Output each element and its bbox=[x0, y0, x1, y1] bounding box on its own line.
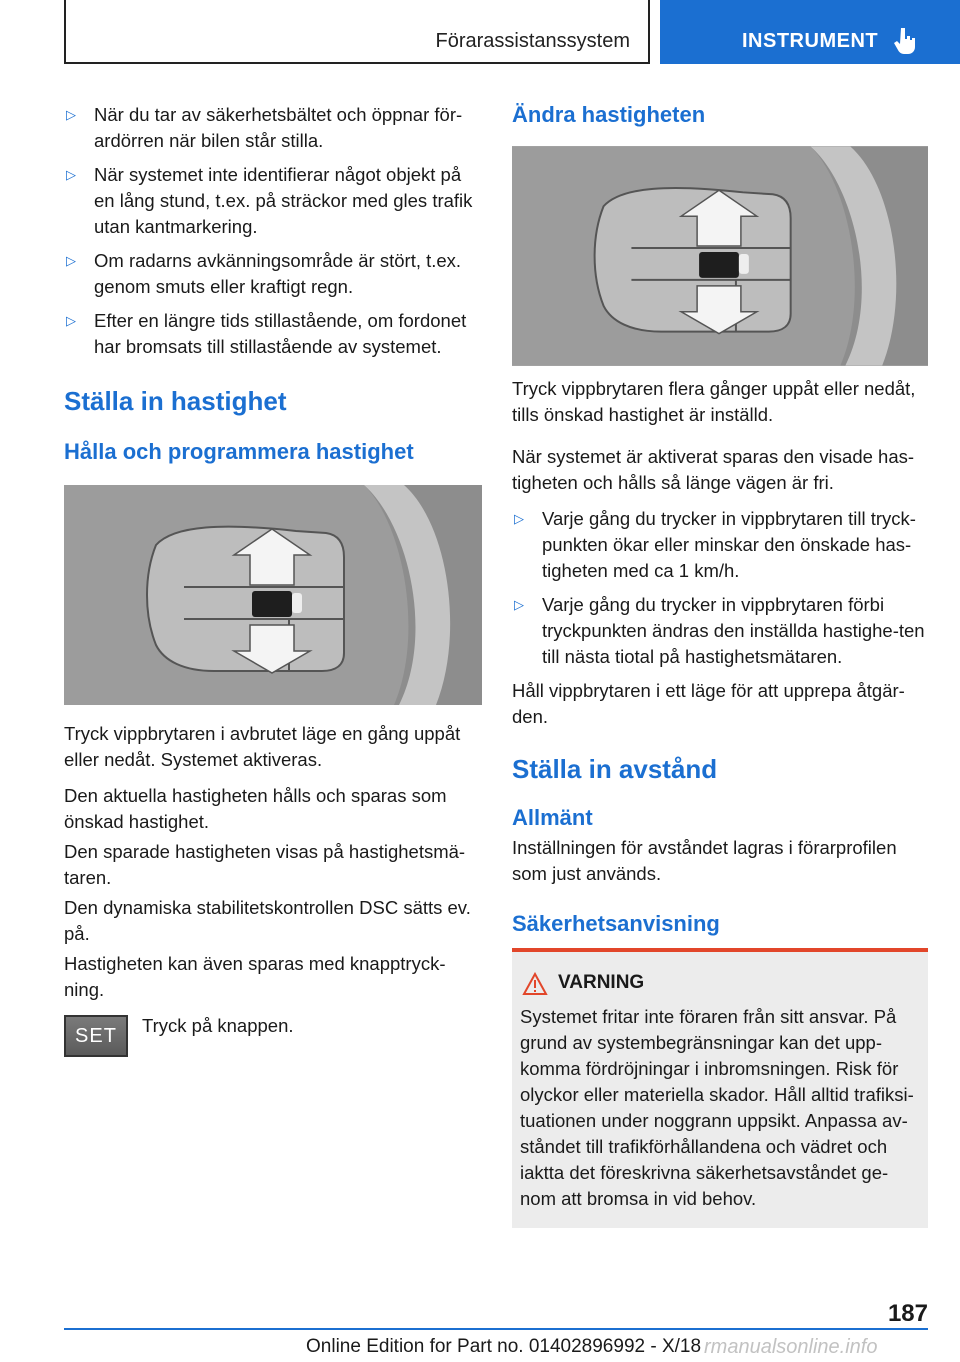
paragraph: Tryck vippbrytaren i avbrutet läge en gång uppåt eller nedåt. Systemet aktiveras. bbox=[64, 723, 461, 770]
left-column bbox=[64, 102, 482, 1057]
set-button-icon: SET bbox=[64, 1015, 128, 1057]
heading-set-speed: Ställa in hastighet bbox=[64, 386, 287, 416]
right-column bbox=[512, 102, 930, 937]
triangle-bullet-icon: ▷ bbox=[66, 107, 76, 122]
steering-wheel-rocker-photo bbox=[512, 146, 928, 366]
set-button-row bbox=[64, 1015, 482, 1057]
header-chapter-title: INSTRUMENT bbox=[742, 30, 879, 52]
footer-watermark: rmanualsonline.info bbox=[704, 1336, 878, 1358]
header-section-title: Förarassistanssystem bbox=[435, 30, 630, 52]
heading-general: Allmänt bbox=[512, 805, 593, 830]
list-item: ▷ När du tar av säkerhetsbältet och öppnar för-ardörren när bilen står stilla. bbox=[66, 104, 463, 151]
footer-divider bbox=[64, 1328, 928, 1330]
paragraph: Håll vippbrytaren i ett läge för att upprepa åtgär-den. bbox=[512, 680, 905, 727]
bullet-list-speed-steps bbox=[512, 506, 930, 670]
triangle-bullet-icon: ▷ bbox=[514, 597, 524, 612]
warning-text: Systemet fritar inte föraren från sitt ansvar. På grund av systembegränsningar kan det upp-komma fördröjningar i inbromsningen. Risk för olyckor eller materiella skador. Håll alltid trafiksi-tuationen under noggrann uppsikt. Anpassa av-ståndet till trafikförhållandena och vädret och iaktta det föreskrivna säkerhetsavståndet ge-nom att bromsa in vid behov. bbox=[520, 1006, 914, 1209]
paragraph: Inställningen för avståndet lagras i förarprofilen som just används. bbox=[512, 837, 897, 884]
rocker-switch-illustration bbox=[64, 485, 482, 705]
paragraph: När systemet är aktiverat sparas den visade has-tigheten och hålls så länge vägen är fri. bbox=[512, 446, 915, 493]
warning-triangle-icon bbox=[522, 972, 548, 996]
warning-title: VARNING bbox=[558, 972, 645, 993]
heading-safety-notice: Säkerhetsanvisning bbox=[512, 911, 720, 936]
triangle-bullet-icon: ▷ bbox=[66, 253, 76, 268]
header-chapter-tab bbox=[660, 0, 960, 64]
bullet-list-conditions bbox=[64, 102, 482, 360]
rocker-switch-illustration bbox=[512, 146, 928, 366]
triangle-bullet-icon: ▷ bbox=[514, 511, 524, 526]
list-item: ▷ När systemet inte identifierar något objekt på en lång stund, t.ex. på sträckor med gles trafik utan kantmarkering. bbox=[66, 164, 473, 237]
heading-change-speed: Ändra hastigheten bbox=[512, 102, 706, 127]
set-button-instruction: Tryck på knappen. bbox=[142, 1015, 294, 1036]
warning-box bbox=[512, 948, 928, 1228]
hand-pointer-icon bbox=[890, 26, 920, 56]
paragraph: Den sparade hastigheten visas på hastighetsmä-taren. bbox=[64, 841, 466, 888]
triangle-bullet-icon: ▷ bbox=[66, 167, 76, 182]
list-item: ▷ Varje gång du trycker in vippbrytaren till tryck-punkten ökar eller minskar den önskade has-tigheten med ca 1 km/h. bbox=[514, 508, 916, 581]
footer-edition-text: Online Edition for Part no. 01402896992 - X/18 bbox=[306, 1336, 702, 1357]
paragraph: Hastigheten kan även sparas med knapptryck-ning. bbox=[64, 953, 446, 1000]
header-section-box bbox=[64, 0, 650, 64]
paragraph: Tryck vippbrytaren flera gånger uppåt eller nedåt, tills önskad hastighet är inställd. bbox=[512, 378, 916, 425]
heading-set-distance: Ställa in avstånd bbox=[512, 754, 718, 784]
list-item: ▷ Efter en längre tids stillastående, om fordonet har bromsats till stillastående av systemet. bbox=[66, 310, 467, 357]
list-item: ▷ Varje gång du trycker in vippbrytaren förbi tryckpunkten ändras den inställda hastighe-ten till nästa tiotal på hastighetsmätaren. bbox=[514, 594, 925, 667]
page-number: 187 bbox=[887, 1300, 928, 1327]
heading-hold-program-speed: Hålla och programmera hastighet bbox=[64, 439, 414, 464]
triangle-bullet-icon: ▷ bbox=[66, 313, 76, 328]
steering-wheel-rocker-photo bbox=[64, 485, 482, 705]
list-item: ▷ Om radarns avkänningsområde är stört, t.ex. genom smuts eller kraftigt regn. bbox=[66, 250, 462, 297]
paragraph: Den dynamiska stabilitetskontrollen DSC sätts ev. på. bbox=[64, 897, 471, 944]
paragraph: Den aktuella hastigheten hålls och sparas som önskad hastighet. bbox=[64, 785, 447, 832]
